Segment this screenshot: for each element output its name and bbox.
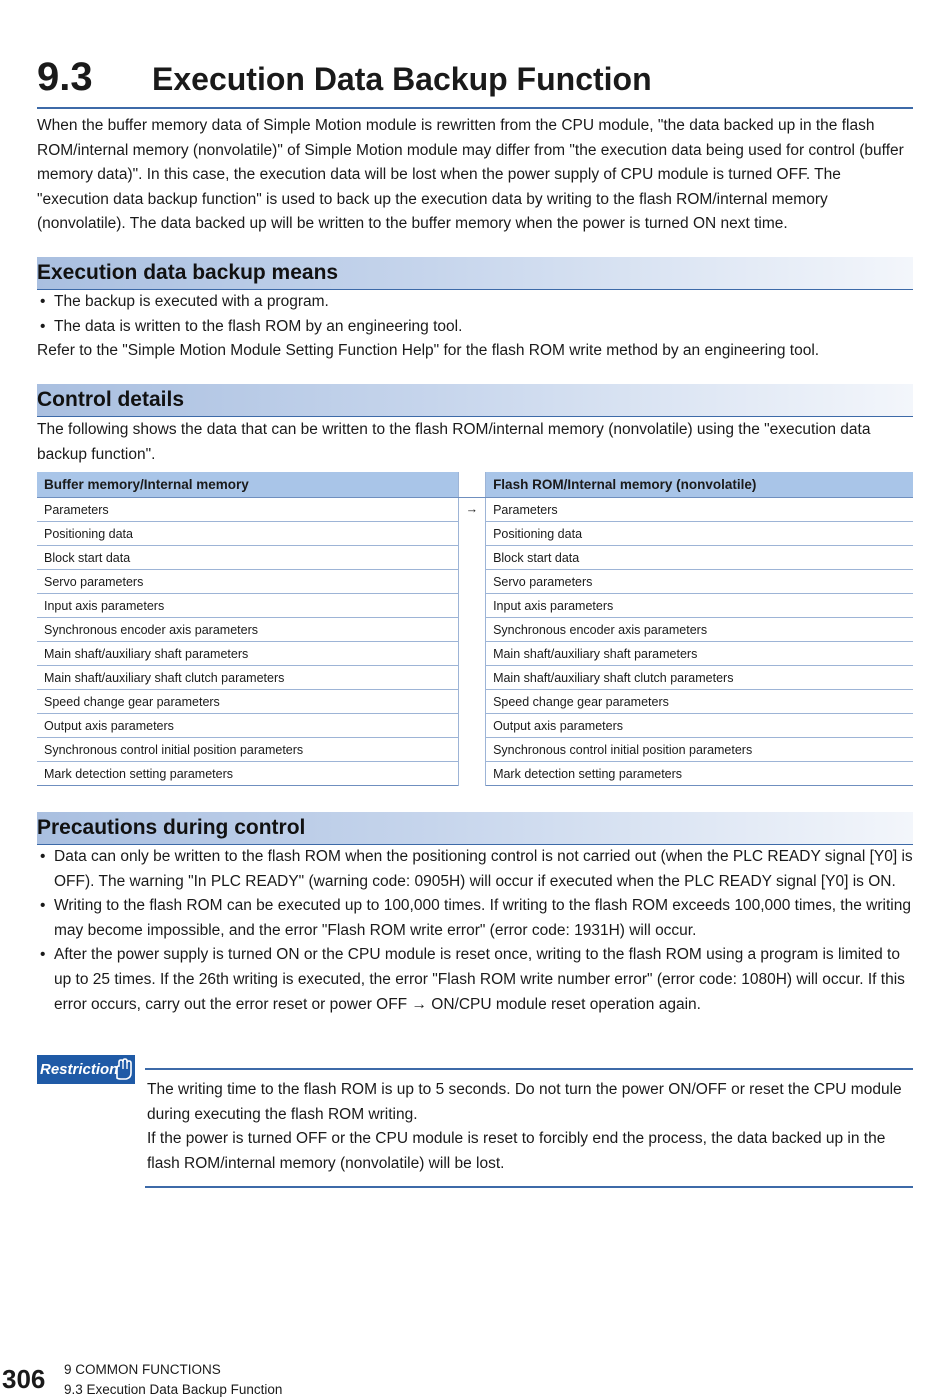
restriction-label: Restriction <box>40 1061 119 1078</box>
table-cell-buffer: Parameters <box>37 498 458 522</box>
list-item-text: Writing to the flash ROM can be executed up to 100,000 times. If writing to the flash ROM exceeds 100,000 times, the writing may become impossible, and the error "Flash ROM write error" (error code: 1931H) will occur. <box>54 897 911 939</box>
list-item <box>37 943 913 1017</box>
table-cell-flash: Output axis parameters <box>486 714 913 738</box>
bullet-icon: • <box>40 848 46 865</box>
precautions-content <box>37 845 913 1017</box>
restriction-line-1: The writing time to the flash ROM is up to 5 seconds. Do not turn the power ON/OFF or reset the CPU module during executing the flash ROM writing. <box>147 1081 902 1123</box>
section-number: 9.3 <box>37 55 93 99</box>
means-note: Refer to the "Simple Motion Module Setting Function Help" for the flash ROM write method by an engineering tool. <box>37 342 820 360</box>
table-row <box>37 498 913 522</box>
restriction-line-2: If the power is turned OFF or the CPU module is reset to forcibly end the process, the data backed up in the flash ROM/internal memory (nonvolatile) will be lost. <box>147 1130 886 1172</box>
table-cell-buffer: Main shaft/auxiliary shaft clutch parameters <box>37 666 458 690</box>
precautions-heading-text: Precautions during control <box>37 816 306 839</box>
table-cell-buffer: Speed change gear parameters <box>37 690 458 714</box>
table-cell-flash: Servo parameters <box>486 570 913 594</box>
table-cell-flash: Input axis parameters <box>486 594 913 618</box>
list-item <box>37 315 913 340</box>
means-list <box>37 290 913 339</box>
table-cell-buffer: Input axis parameters <box>37 594 458 618</box>
table-cell-flash: Speed change gear parameters <box>486 690 913 714</box>
restriction-box <box>145 1068 913 1188</box>
bullet-icon: • <box>40 293 46 310</box>
list-item <box>37 290 913 315</box>
table-cell-flash: Mark detection setting parameters <box>486 762 913 786</box>
page-number: 306 <box>2 1364 46 1394</box>
table-cell-buffer: Positioning data <box>37 522 458 546</box>
means-heading-text: Execution data backup means <box>37 261 339 284</box>
table-cell-flash: Main shaft/auxiliary shaft parameters <box>486 642 913 666</box>
column-header-buffer: Buffer memory/Internal memory <box>37 472 458 498</box>
list-item-text: After the power supply is turned ON or the CPU module is reset once, writing to the flash ROM using a program is limited to up to 25 times. If the 26th writing is executed, the error "Flash ROM write number error" (error code: 1080H) will occur. If this error occurs, carry out the error reset or power OFF → ON/CPU module reset operation again. <box>54 946 905 1013</box>
bullet-icon: • <box>40 317 46 335</box>
table-cell-buffer: Synchronous control initial position parameters <box>37 738 458 762</box>
precautions-heading <box>37 812 913 845</box>
table-body <box>37 498 913 786</box>
column-header-flash: Flash ROM/Internal memory (nonvolatile) <box>486 472 913 498</box>
hand-icon <box>113 1058 133 1085</box>
column-header-arrow <box>458 472 486 498</box>
table-cell-flash: Main shaft/auxiliary shaft clutch parameters <box>486 666 913 690</box>
list-item <box>37 894 913 943</box>
restriction-text <box>147 1078 913 1176</box>
intro-paragraph: When the buffer memory data of Simple Motion module is rewritten from the CPU module, "the data backed up in the flash ROM/internal memory (nonvolatile)" of Simple Motion module may differ from "the execution data being used for control (buffer memory data)". In this case, the execution data will be lost when the power supply of CPU module is turned OFF. The "execution data backup function" is used to back up the execution data by writing to the flash ROM/internal memory (nonvolatile). The data backed up will be written to the buffer memory when the power is turned ON next time. <box>37 117 904 233</box>
restriction-badge <box>37 1055 135 1084</box>
table-header-row <box>37 472 913 498</box>
list-item <box>37 845 913 894</box>
footer-section: 9.3 Execution Data Backup Function <box>64 1382 283 1397</box>
section-heading <box>37 55 913 109</box>
arrow-right-icon: → <box>458 498 486 786</box>
table-cell-buffer: Output axis parameters <box>37 714 458 738</box>
table-cell-buffer: Main shaft/auxiliary shaft parameters <box>37 642 458 666</box>
table-cell-buffer: Synchronous encoder axis parameters <box>37 618 458 642</box>
table-cell-buffer: Block start data <box>37 546 458 570</box>
table-cell-buffer: Servo parameters <box>37 570 458 594</box>
precautions-list <box>37 845 913 1017</box>
section-title: Execution Data Backup Function <box>152 61 652 97</box>
means-content <box>37 290 913 364</box>
control-paragraph: The following shows the data that can be written to the flash ROM/internal memory (nonvolatile) using the "execution data backup function". <box>37 421 871 463</box>
control-heading <box>37 384 913 417</box>
control-heading-text: Control details <box>37 388 185 411</box>
list-item-text: The backup is executed with a program. <box>54 293 329 310</box>
table-cell-flash: Synchronous control initial position parameters <box>486 738 913 762</box>
table-cell-flash: Positioning data <box>486 522 913 546</box>
bullet-icon: • <box>40 897 46 915</box>
table-cell-buffer: Mark detection setting parameters <box>37 762 458 786</box>
backup-data-table <box>37 472 913 786</box>
footer-chapter: 9 COMMON FUNCTIONS <box>64 1362 221 1377</box>
bullet-icon: • <box>40 946 46 964</box>
list-item-text: The data is written to the flash ROM by an engineering tool. <box>54 317 463 335</box>
list-item-text: Data can only be written to the flash ROM when the positioning control is not carried out (when the PLC READY signal [Y0] is OFF). The warning "In PLC READY" (warning code: 0905H) will occur if executed when the PLC READY signal [Y0] is ON. <box>54 848 913 890</box>
means-heading <box>37 257 913 290</box>
table-cell-flash: Block start data <box>486 546 913 570</box>
table-cell-flash: Parameters <box>486 498 913 522</box>
table-cell-flash: Synchronous encoder axis parameters <box>486 618 913 642</box>
